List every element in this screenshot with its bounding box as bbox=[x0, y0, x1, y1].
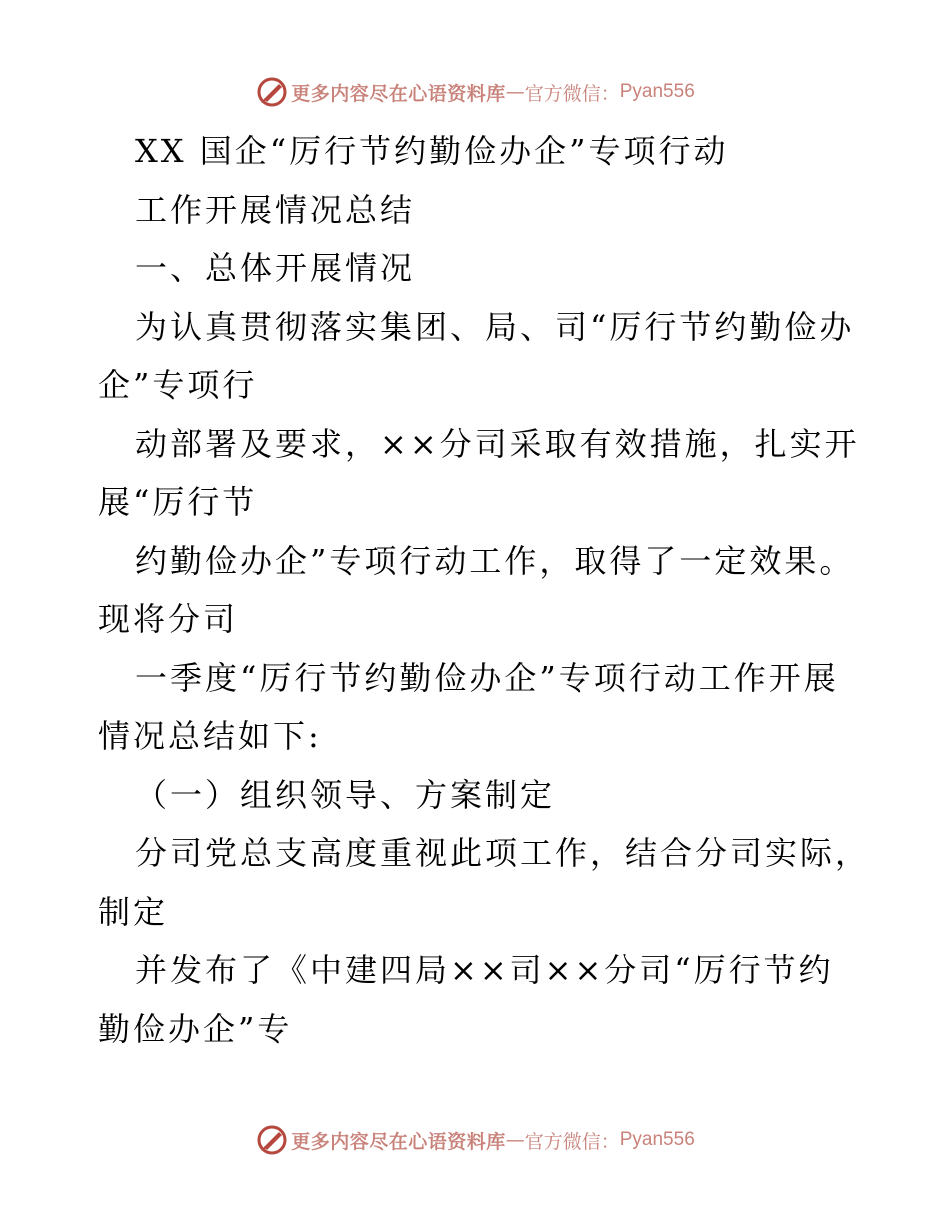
section-heading: 一、总体开展情况 bbox=[135, 249, 416, 287]
watermark-text: 更多内容尽在心语资料库 bbox=[291, 82, 506, 105]
logo-icon bbox=[255, 1123, 289, 1157]
paragraph-line: 展“厉行节 bbox=[98, 483, 258, 521]
watermark-official: 官方微信： bbox=[524, 82, 620, 105]
paragraph-line: 企”专项行 bbox=[98, 366, 258, 404]
paragraph-line: 分司党总支高度重视此项工作，结合分司实际， bbox=[135, 834, 871, 872]
paragraph-line: 为认真贯彻落实集团、局、司“厉行节约勤俭办 bbox=[135, 307, 855, 346]
doc-title-line-2: 工作开展情况总结 bbox=[135, 190, 416, 229]
subsection-heading: （一）组织领导、方案制定 bbox=[135, 775, 556, 814]
watermark-text: 更多内容尽在心语资料库 bbox=[291, 1130, 506, 1153]
paragraph-line: 并发布了《中建四局××司××分司“厉行节约 bbox=[135, 951, 834, 989]
watermark-separator: — bbox=[505, 81, 525, 103]
watermark-separator: — bbox=[505, 1129, 525, 1151]
paragraph-line: 一季度“厉行节约勤俭办企”专项行动工作开展 bbox=[135, 658, 839, 697]
paragraph-line: 制定 bbox=[98, 892, 169, 931]
watermark-id: Pyan556 bbox=[619, 81, 695, 102]
document-body bbox=[98, 122, 871, 1058]
watermark-id: Pyan556 bbox=[619, 1129, 695, 1150]
paragraph-line: 情况总结如下: bbox=[98, 717, 322, 755]
paragraph-line: 约勤俭办企”专项行动工作，取得了一定效果。 bbox=[135, 541, 855, 580]
doc-title-line-1: XX 国企“厉行节约勤俭办企”专项行动 bbox=[135, 132, 729, 170]
paragraph-line: 勤俭办企”专 bbox=[98, 1009, 293, 1048]
paragraph-line: 现将分司 bbox=[98, 600, 239, 638]
paragraph-line: 动部署及要求，××分司采取有效措施，扎实开 bbox=[135, 424, 860, 463]
footer-watermark bbox=[0, 1120, 950, 1160]
logo-icon bbox=[255, 75, 289, 109]
header-watermark bbox=[0, 72, 950, 112]
watermark-official: 官方微信： bbox=[524, 1130, 620, 1153]
